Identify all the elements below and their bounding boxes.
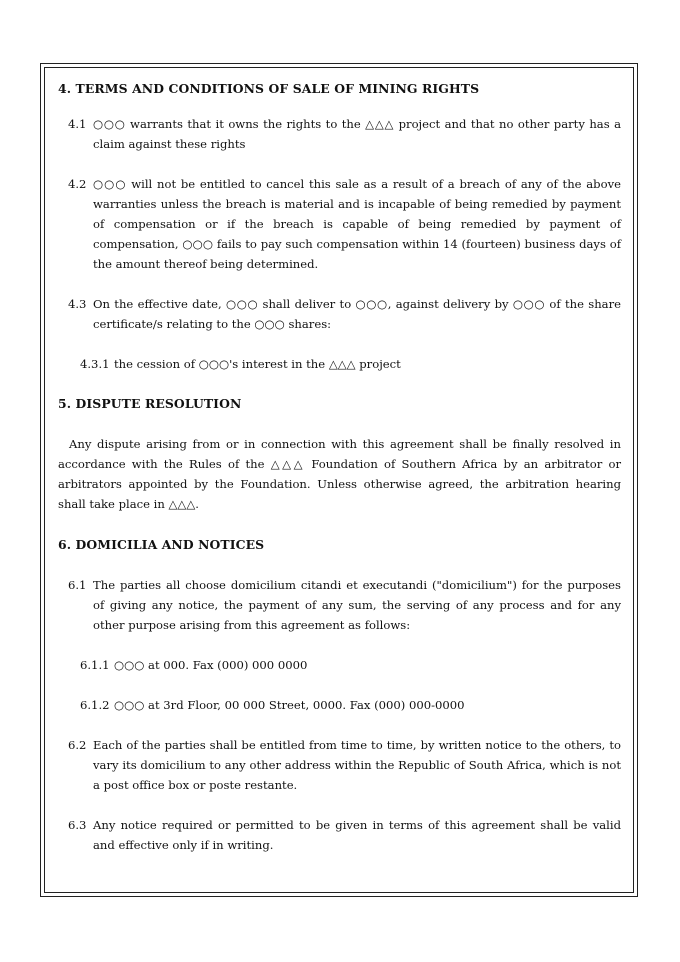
clause-text: ○○○ at 3rd Floor, 00 000 Street, 0000. Fax (000) 000-0000	[114, 698, 465, 712]
clause-4-2	[58, 174, 621, 274]
clause-text: Any notice required or permitted to be given in terms of this agreement shall be valid and effective only if in writing.	[93, 818, 621, 852]
clause-text: ○○○ will not be entitled to cancel this sale as a result of a breach of any of the above warranties unless the breach is material and is incapable of being remedied by payment of compensation or if the breach is capable of being remedied by payment of compensation, ○○○ fails to pay such compensation within 14 (fourteen) business days of the amount thereof being determined.	[93, 177, 621, 271]
clause-number: 6.3	[68, 818, 87, 832]
clause-text: ○○○ at 000. Fax (000) 000 0000	[114, 658, 308, 672]
clause-text: Each of the parties shall be entitled from time to time, by written notice to the others, to vary its domicilium to any other address within the Republic of South Africa, which is not a post office box or poste restante.	[93, 738, 621, 792]
clause-number: 4.3	[68, 297, 87, 311]
clause-4-1	[58, 114, 621, 154]
clause-number: 6.1.2	[80, 698, 110, 712]
section-5-heading: 5. DISPUTE RESOLUTION	[58, 396, 242, 411]
clause-text: ○○○ warrants that it owns the rights to the △△△ project and that no other party has a claim against these rights	[93, 117, 621, 151]
clause-number: 4.2	[68, 177, 87, 191]
clause-6-1-1	[58, 655, 621, 675]
clause-text: On the effective date, ○○○ shall deliver to ○○○, against delivery by ○○○ of the share certificate/s relating to the ○○○ shares:	[93, 297, 621, 331]
clause-6-2	[58, 735, 621, 795]
clause-4-3	[58, 294, 621, 334]
document-body	[58, 78, 621, 855]
section-4-heading: 4. TERMS AND CONDITIONS OF SALE OF MINING RIGHTS	[58, 81, 480, 96]
clause-text: The parties all choose domicilium citandi et executandi ("domicilium") for the purposes of giving any notice, the payment of any sum, the serving of any process and for any other purpose arising from this agreement as follows:	[93, 578, 621, 632]
section-6-heading: 6. DOMICILIA AND NOTICES	[58, 537, 265, 552]
clause-number: 6.2	[68, 738, 87, 752]
clause-6-3	[58, 815, 621, 855]
clause-4-3-1	[58, 354, 621, 374]
clause-6-1	[58, 575, 621, 635]
dispute-resolution-paragraph: Any dispute arising from or in connection with this agreement shall be finally resolved in accordance with the Rules of the △△△ Foundation of Southern Africa by an arbitrator or arbitrators appointed by the Foundation. Unless otherwise agreed, the arbitration hearing shall take place in △△△.	[58, 437, 621, 511]
clause-number: 6.1	[68, 578, 87, 592]
clause-number: 6.1.1	[80, 658, 110, 672]
clause-text: the cession of ○○○'s interest in the △△△ project	[114, 357, 401, 371]
clause-6-1-2	[58, 695, 621, 715]
clause-number: 4.1	[68, 117, 87, 131]
clause-number: 4.3.1	[80, 357, 110, 371]
